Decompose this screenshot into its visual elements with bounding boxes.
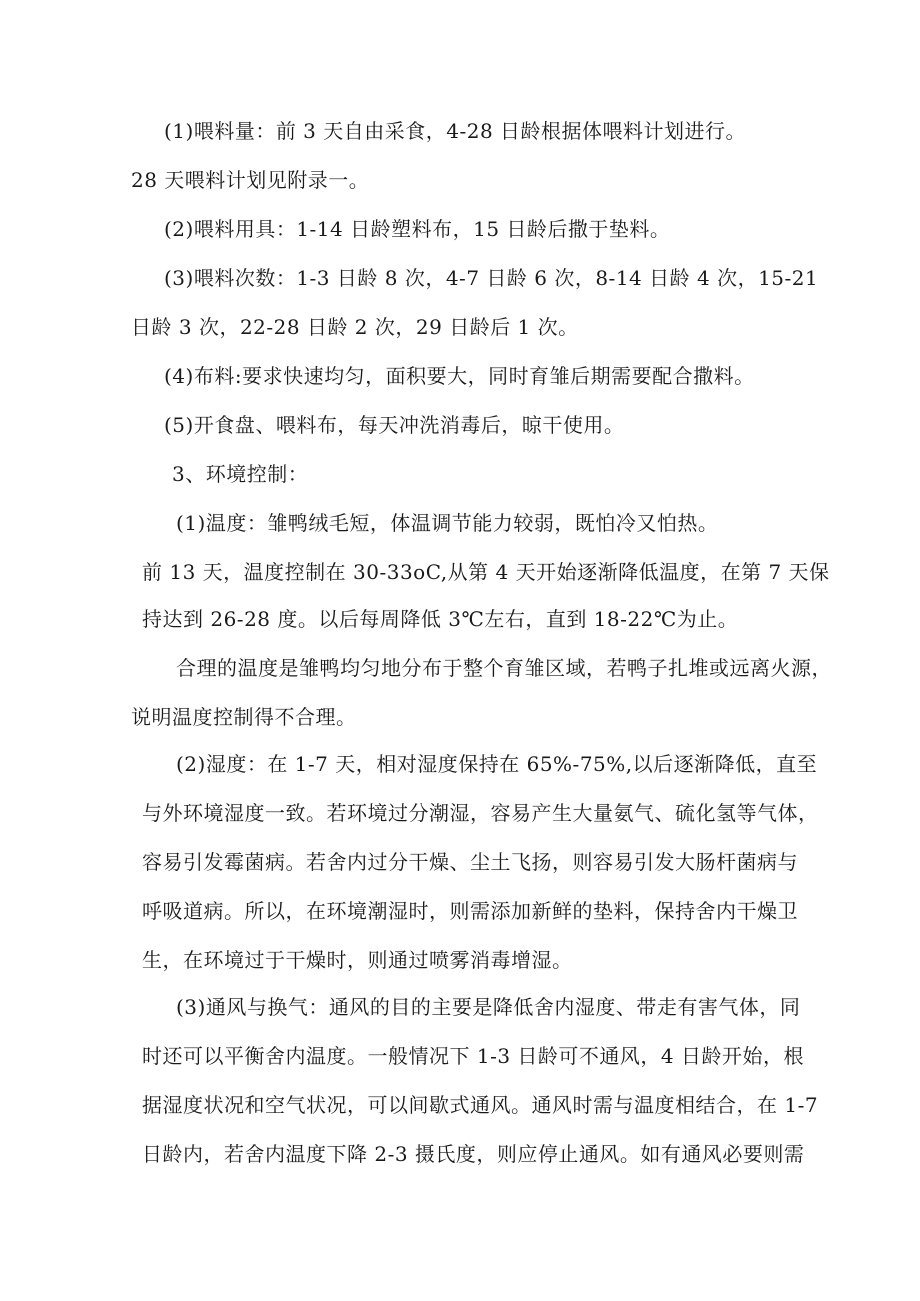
text-line: 容易引发霉菌病。若舍内过分干燥、尘土飞扬，则容易引发大肠杆菌病与 [142,850,798,874]
text-line: 日龄内，若舍内温度下降 2-3 摄氏度，则应停止通风。如有通风必要则需 [142,1142,805,1166]
text-line: 28 天喂料计划见附录一。 [131,168,370,192]
text-line: 日龄 3 次，22-28 日龄 2 次，29 日龄后 1 次。 [131,315,579,339]
text-line: (2)喂料用具：1-14 日龄塑料布，15 日龄后撒于垫料。 [164,217,671,241]
text-line: (5)开食盘、喂料布，每天冲洗消毒后，晾干使用。 [164,413,625,437]
text-line: 说明温度控制得不合理。 [131,705,357,729]
text-line: (1)喂料量：前 3 天自由采食，4-28 日龄根据体喂料计划进行。 [164,119,747,143]
text-line: (3)喂料次数：1-3 日龄 8 次，4-7 日龄 6 次，8-14 日龄 4 次，15-21 [164,266,819,290]
text-line: (4)布料:要求快速均匀，面积要大，同时育雏后期需要配合撒料。 [164,364,755,388]
text-line: (2)湿度：在 1-7 天，相对湿度保持在 65%-75%,以后逐渐降低，直至 [176,752,818,776]
section-heading: 3、环境控制： [172,462,309,486]
text-line: 生，在环境过于干燥时，则通过喷雾消毒增湿。 [142,948,573,972]
text-line: 持达到 26-28 度。以后每周降低 3℃左右，直到 18-22℃为止。 [142,607,739,631]
text-line: (1)温度：雏鸭绒毛短，体温调节能力较弱，既怕冷又怕热。 [176,511,719,535]
text-line: 合理的温度是雏鸭均匀地分布于整个育雏区域，若鸭子扎堆或远离火源， [176,656,832,680]
text-line: 据湿度状况和空气状况，可以间歇式通风。通风时需与温度相结合，在 1-7 [142,1093,819,1117]
text-line: 前 13 天，温度控制在 30-33oC,从第 4 天开始逐渐降低温度，在第 7 天保 [142,560,830,584]
text-line: 时还可以平衡舍内温度。一般情况下 1-3 日龄可不通风，4 日龄开始，根 [142,1044,805,1068]
text-line: 呼吸道病。所以，在环境潮湿时，则需添加新鲜的垫料，保持舍内干燥卫 [142,899,798,923]
text-line: (3)通风与换气：通风的目的主要是降低舍内湿度、带走有害气体，同 [176,995,801,1019]
text-line: 与外环境湿度一致。若环境过分潮湿，容易产生大量氨气、硫化氢等气体， [142,801,819,825]
